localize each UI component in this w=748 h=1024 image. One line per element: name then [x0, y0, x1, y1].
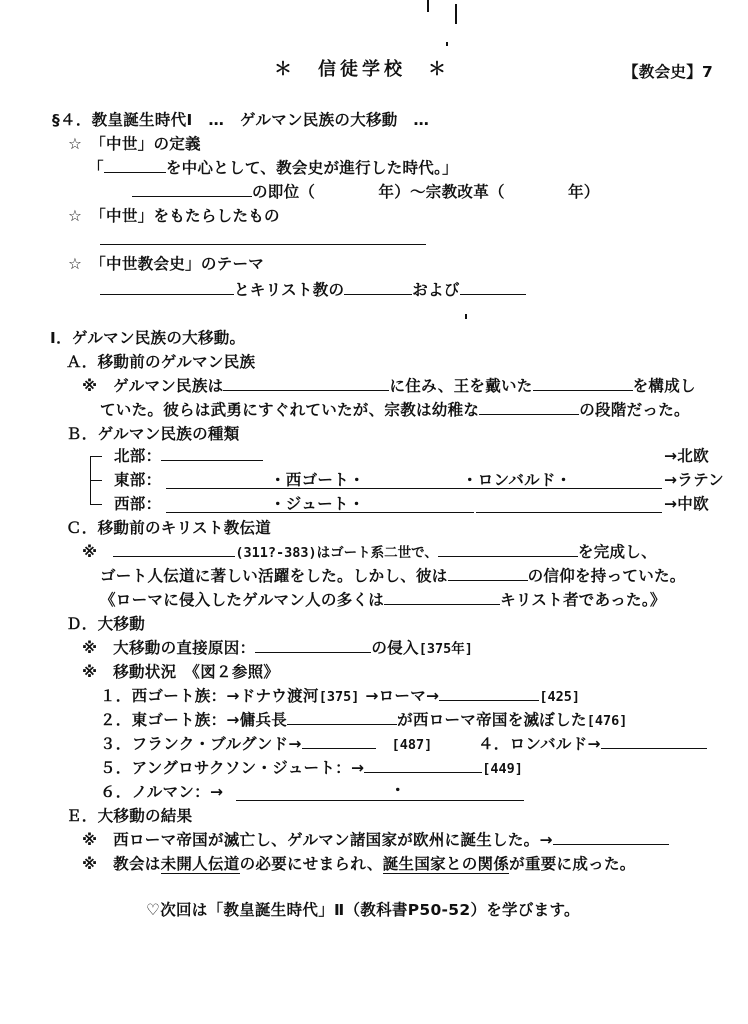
blank-field[interactable]	[302, 734, 376, 749]
part1-heading: Ⅰ．ゲルマン民族の大移動。	[50, 329, 246, 347]
star1-l2-text: の即位（ 年）～宗教改革（ 年）	[252, 183, 600, 201]
bracket-line	[90, 504, 102, 505]
D-cause-b: の侵入	[371, 639, 419, 657]
blank-field[interactable]	[104, 158, 166, 173]
star1-label: ☆ 「中世」の定義	[68, 135, 201, 153]
star1-l1-text: を中心として、教会史が進行した時代。」	[165, 159, 458, 177]
E-r2-u2: 誕生国家との関係	[382, 855, 510, 873]
D-cause	[82, 638, 473, 659]
blank-field[interactable]	[553, 830, 669, 845]
D-i2-b: が西ローマ帝国を滅ぼした	[397, 711, 587, 729]
blank-field[interactable]	[460, 280, 526, 295]
blank-field[interactable]	[364, 758, 482, 773]
A-l2-b: の段階だった。	[579, 401, 690, 419]
B-east-to: →ラテン	[664, 471, 724, 489]
bracket-line	[90, 480, 102, 481]
E-r1: ※ 西ローマ帝国が滅亡し、ゲルマン諸国家が欧州に誕生した。→	[82, 831, 553, 849]
C-l3-a: 《ローマに侵入したゲルマン人の多くは	[100, 591, 385, 609]
B-north-to: →北欧	[664, 447, 709, 465]
blank-field[interactable]	[533, 376, 633, 391]
blank-field[interactable]	[448, 566, 528, 581]
answer-line[interactable]	[166, 488, 662, 489]
scan-mark	[427, 0, 429, 12]
star1-line2	[132, 182, 600, 202]
D-i2-y: [476]	[586, 713, 628, 729]
E-result1	[82, 830, 669, 850]
B-north-label: 北部：	[114, 447, 162, 465]
C-l3-b: キリスト者であった。》	[500, 591, 666, 609]
A-l2-a: ていた。彼らは武勇にすぐれていたが、宗教は幼稚な	[100, 401, 480, 419]
C-l1-a: ※	[82, 543, 98, 561]
blank-field[interactable]	[479, 400, 579, 415]
C-l1-b: (311?-383)はゴート系二世で、	[235, 545, 438, 561]
blank-field[interactable]	[113, 542, 235, 557]
E-r2-a: ※ 教会は	[82, 855, 161, 873]
D-status: ※ 移動状況 《図２参照》	[82, 663, 280, 681]
page-title: ＊ 信徒学校 ＊	[274, 59, 450, 80]
star2-label: ☆ 「中世」をもたらしたもの	[68, 207, 280, 225]
scan-mark	[465, 314, 467, 319]
blank-field[interactable]	[344, 280, 412, 295]
B-west-mid: ・ジュート・	[270, 495, 365, 513]
C-line1	[82, 542, 657, 563]
blank-field[interactable]	[601, 734, 707, 749]
D-i5-y: [449]	[482, 761, 523, 777]
B-west-label: 西部：	[114, 495, 162, 513]
scan-mark	[446, 42, 448, 46]
answer-line[interactable]	[476, 512, 662, 513]
B-east-mid1: ・西ゴート・	[270, 471, 365, 489]
A-l1-c: を構成し	[632, 377, 696, 395]
A-line1	[82, 376, 696, 396]
blank-field[interactable]	[439, 686, 539, 701]
D-i2-a: ２．東ゴート族：→傭兵長	[100, 711, 288, 729]
B-west	[114, 494, 161, 514]
C-l2-a: ゴート人伝道に著しい活躍をした。しかし、彼は	[100, 567, 448, 585]
D-i1-y2: [425]	[539, 689, 580, 705]
D-i3-y: [487]	[391, 737, 433, 753]
D-i1-y1: [375]	[318, 689, 360, 705]
D-item2	[100, 710, 627, 731]
star1-l1-open: 「	[88, 159, 104, 177]
C-l1-c: を完成し、	[577, 543, 657, 561]
bracket-line	[90, 456, 102, 457]
D-item5	[100, 758, 523, 779]
D-item4	[478, 734, 707, 754]
section-heading: §４．教皇誕生時代Ⅰ … ゲルマン民族の大移動 …	[52, 111, 430, 129]
E-result2	[82, 854, 636, 874]
blank-field[interactable]	[255, 638, 371, 653]
B-heading: Ｂ．ゲルマン民族の種類	[66, 425, 240, 443]
E-heading: Ｅ．大移動の結果	[66, 807, 193, 825]
blank-field[interactable]	[287, 710, 397, 725]
A-l1-a: ※ ゲルマン民族は	[82, 377, 224, 395]
E-r2-b: の必要にせまられ、	[239, 855, 383, 873]
B-west-to: →中欧	[664, 495, 709, 513]
blank-field[interactable]	[161, 446, 263, 461]
C-heading: Ｃ．移動前のキリスト教伝道	[66, 519, 272, 537]
D-heading: Ｄ．大移動	[66, 615, 146, 633]
B-east-label: 東部：	[114, 471, 162, 489]
blank-field[interactable]	[132, 182, 252, 197]
answer-line[interactable]	[100, 244, 426, 245]
D-i6-a: ６．ノルマン：→	[100, 783, 224, 801]
B-east-mid2: ・ロンバルド・	[462, 471, 572, 489]
D-i1-b: →ローマ→	[365, 687, 440, 705]
A-heading: Ａ．移動前のゲルマン民族	[66, 353, 256, 371]
A-l1-b: に住み、王を戴いた	[389, 377, 533, 395]
D-i3-a: ３．フランク・ブルグンド→	[100, 735, 302, 753]
star1-line1	[88, 158, 458, 178]
D-i6-dot: ・	[390, 781, 406, 799]
course-tag: 【教会史】7	[623, 63, 714, 81]
C-line2	[100, 566, 686, 586]
blank-field[interactable]	[438, 542, 578, 557]
next-lesson-note: ♡次回は「教皇誕生時代」Ⅱ（教科書P50-52）を学びます。	[146, 901, 580, 919]
D-item3	[100, 734, 432, 755]
blank-field[interactable]	[223, 376, 389, 391]
answer-line[interactable]	[236, 800, 524, 801]
D-item1	[100, 686, 580, 707]
D-item6	[100, 782, 223, 802]
C-l2-b: の信仰を持っていた。	[527, 567, 686, 585]
D-cause-a: ※ 大移動の直接原因：	[82, 639, 256, 657]
B-north	[114, 446, 263, 466]
blank-field[interactable]	[384, 590, 500, 605]
blank-field[interactable]	[100, 280, 234, 295]
E-r2-c: が重要に成った。	[509, 855, 636, 873]
C-line3	[100, 590, 666, 610]
star3-line	[100, 280, 526, 300]
E-r2-u1: 未開人伝道	[160, 855, 240, 873]
D-cause-year: [375年]	[418, 641, 473, 657]
star3-label: ☆ 「中世教会史」のテーマ	[68, 255, 265, 273]
A-line2	[100, 400, 690, 420]
D-i4-a: ４．ロンバルド→	[478, 735, 601, 753]
star3-text-b: および	[412, 281, 460, 299]
scan-mark	[455, 4, 457, 24]
B-east	[114, 470, 161, 490]
D-i5-a: ５．アングロサクソン・ジュート：→	[100, 759, 365, 777]
D-i1-a: １．西ゴート族：→ドナウ渡河	[100, 687, 319, 705]
star3-text-a: とキリスト教の	[234, 281, 345, 299]
